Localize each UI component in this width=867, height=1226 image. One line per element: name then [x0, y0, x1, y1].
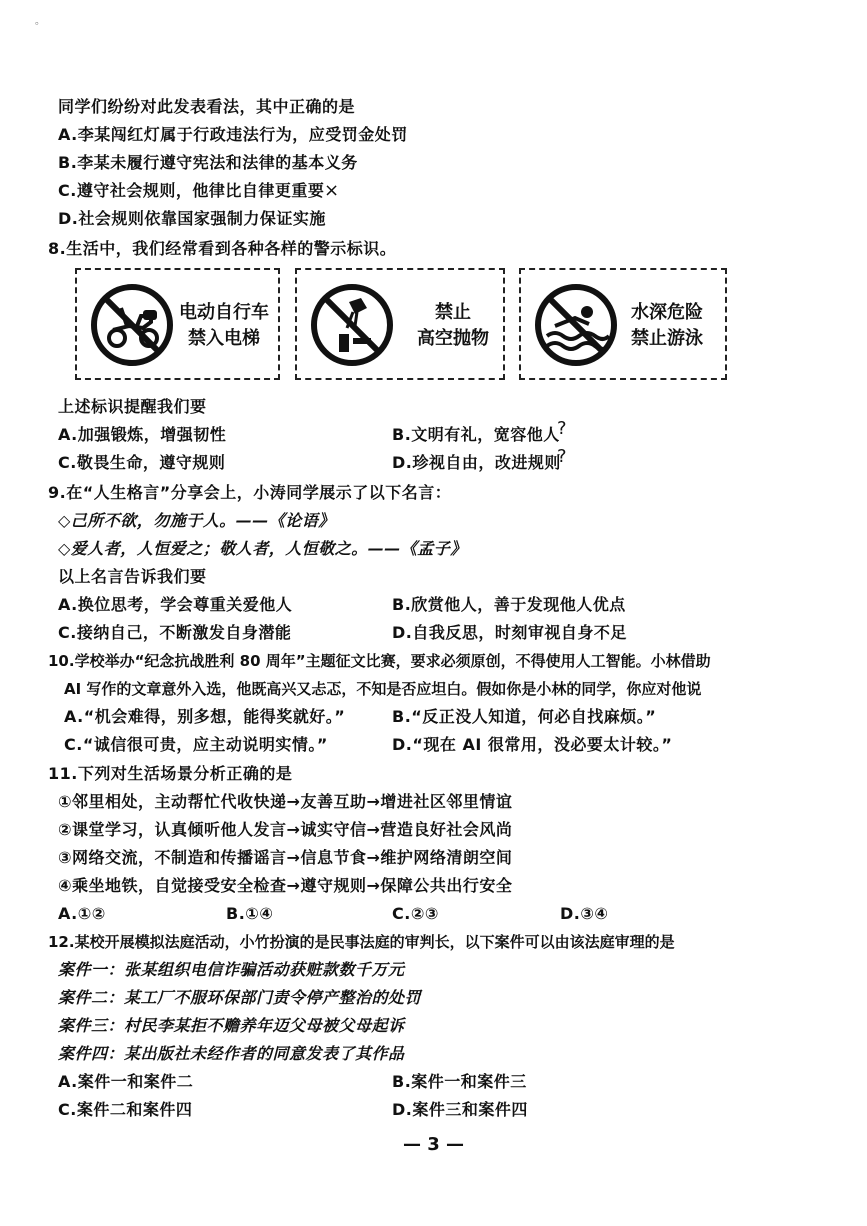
handwritten-question-mark: ? [557, 446, 567, 467]
sign-no-swimming-label: 水深危险 禁止游泳 [631, 302, 703, 349]
q10-stem-line-1: 10.学校举办“纪念抗战胜利 80 周年”主题征文比赛，要求必须原创，不得使用人工智能。小林借助 [48, 652, 711, 670]
q8-stem: 8.生活中，我们经常看到各种各样的警示标识。 [48, 239, 397, 258]
q11-stem: 11.下列对生活场景分析正确的是 [48, 764, 293, 783]
q8-option-c: C.敬畏生命，遵守规则 [58, 453, 226, 472]
q12-case-1: 案件一：张某组织电信诈骗活动获赃款数千万元 [58, 960, 405, 979]
sign-no-ebike-label: 电动自行车 禁入电梯 [179, 302, 269, 349]
q8-option-b: B.文明有礼，宽容他人 [392, 425, 560, 444]
q9-ask: 以上名言告诉我们要 [58, 567, 207, 586]
q7-option-a: A.李某闯红灯属于行政违法行为，应受罚金处罚 [58, 125, 408, 144]
q11-option-a: A.①② [58, 904, 106, 923]
sign-no-throwing [295, 268, 505, 380]
q9-option-d: D.自我反思，时刻审视自身不足 [392, 623, 627, 642]
corner-mark: 。 [35, 16, 45, 27]
q12-option-d: D.案件三和案件四 [392, 1100, 528, 1119]
q9-option-c: C.接纳自己，不断激发自身潜能 [58, 623, 292, 642]
q7-option-c: C.遵守社会规则，他律比自律更重要 [58, 181, 325, 200]
handwritten-cross-mark: × [324, 180, 340, 201]
q9-quote-2: ◇爱人者，人恒爱之；敬人者，人恒敬之。——《孟子》 [58, 539, 467, 558]
q11-item-1: ①邻里相处，主动帮忙代收快递→友善互助→增进社区邻里情谊 [58, 792, 513, 811]
q9-option-a: A.换位思考，学会尊重关爱他人 [58, 595, 293, 614]
q9-option-b: B.欣赏他人，善于发现他人优点 [392, 595, 626, 614]
warning-signs-row [75, 268, 727, 382]
q12-case-3: 案件三：村民李某拒不赡养年迈父母被父母起诉 [58, 1016, 405, 1035]
q12-case-4: 案件四：某出版社未经作者的同意发表了其作品 [58, 1044, 405, 1063]
q11-option-c: C.②③ [392, 904, 439, 923]
q9-stem: 9.在“人生格言”分享会上，小涛同学展示了以下名言： [48, 483, 452, 502]
q10-stem-line-2: AI 写作的文章意外入选，他既高兴又忐忑，不知是否应坦白。假如你是小林的同学，你应对他说 [64, 680, 702, 698]
q10-option-b: B.“反正没人知道，何必自找麻烦。” [392, 707, 657, 726]
q12-case-2: 案件二：某工厂不服环保部门责令停产整治的处罚 [58, 988, 422, 1007]
q12-option-b: B.案件一和案件三 [392, 1072, 527, 1091]
q12-stem: 12.某校开展模拟法庭活动，小竹扮演的是民事法庭的审判长，以下案件可以由该法庭审理的是 [48, 933, 675, 951]
sign-no-swimming [519, 268, 727, 380]
q10-option-d: D.“现在 AI 很常用，没必要太计较。” [392, 735, 673, 754]
q12-option-a: A.案件一和案件二 [58, 1072, 194, 1091]
q7-option-d: D.社会规则依靠国家强制力保证实施 [58, 209, 326, 228]
sign-no-ebike [75, 268, 280, 380]
q7-option-b: B.李某未履行遵守宪法和法律的基本义务 [58, 153, 358, 172]
q11-item-2: ②课堂学习，认真倾听他人发言→诚实守信→营造良好社会风尚 [58, 820, 513, 839]
q10-option-c: C.“诚信很可贵，应主动说明实情。” [64, 735, 328, 754]
q11-item-4: ④乘坐地铁，自觉接受安全检查→遵守规则→保障公共出行安全 [58, 876, 513, 895]
no-swimming-icon [533, 282, 619, 368]
q11-item-3: ③网络交流，不制造和传播谣言→信息节食→维护网络清朗空间 [58, 848, 513, 867]
handwritten-question-mark: ? [557, 418, 567, 439]
q8-option-a: A.加强锻炼，增强韧性 [58, 425, 227, 444]
no-ebike-elevator-icon [89, 282, 175, 368]
q10-option-a: A.“机会难得，别多想，能得奖就好。” [64, 707, 346, 726]
q8-ask: 上述标识提醒我们要 [58, 397, 207, 416]
page-number: — 3 — [402, 1134, 465, 1155]
q7-continuation: 同学们纷纷对此发表看法，其中正确的是 [58, 97, 356, 116]
q11-option-d: D.③④ [560, 904, 609, 923]
q9-quote-1: ◇己所不欲，勿施于人。——《论语》 [58, 511, 335, 530]
q8-option-d: D.珍视自由，改进规则 [392, 453, 561, 472]
q11-option-b: B.①④ [226, 904, 274, 923]
no-throwing-icon [309, 282, 395, 368]
q12-option-c: C.案件二和案件四 [58, 1100, 193, 1119]
sign-no-throwing-label: 禁止 高空抛物 [417, 302, 489, 349]
